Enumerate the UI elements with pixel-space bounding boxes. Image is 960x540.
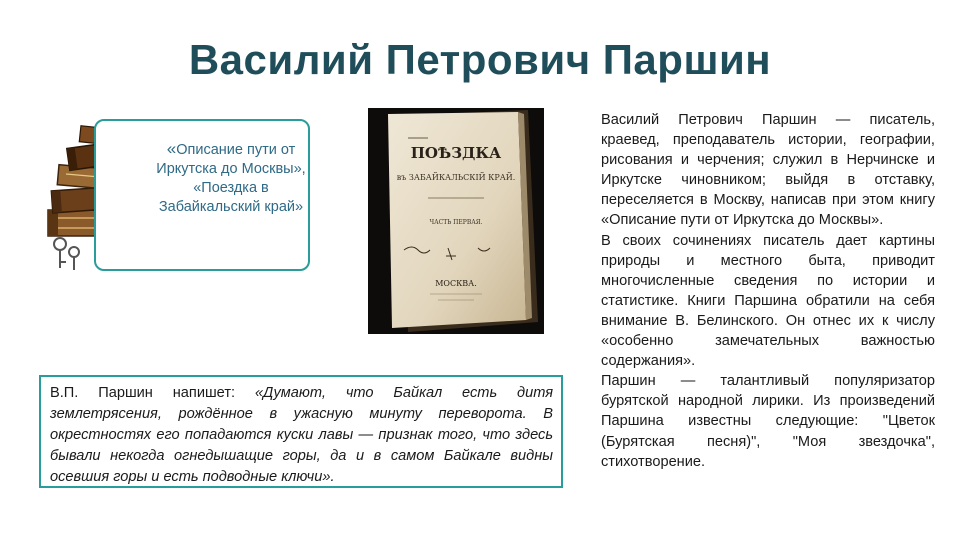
bio-paragraph: Паршин — талантливый популяризатор бурятской народной лирики. Из произведений Паршина известны следующие: "Цветок (Бурятская песня)", "Моя звездочка", стихотворение.: [601, 373, 935, 470]
works-callout-text: [154, 139, 308, 217]
bio-paragraph: В своих сочинениях писатель дает картины природы и местного быта, приводит многочисленные сведения по истории и статистике. Книги Паршина обратили на себя внимание В. Белинского. Он отнес их к числу «особенно замечательных важностью содержания».: [601, 232, 935, 370]
quote-text: «Думают, что Байкал есть дитя землетрясения, рождённое в ужасную минуту переворота. В окрестностях его попадаются куски лавы — признак того, что здесь бывали некогда огнедышащие горы, да и в самом Байкале видны осевшия горы и есть подводные ключи».: [50, 385, 553, 485]
cover-subtitle: въ ЗАБАЙКАЛЬСКІЙ КРАЙ.: [396, 173, 516, 182]
cover-part: ЧАСТЬ ПЕРВАЯ.: [429, 219, 483, 226]
biography-text: [601, 110, 935, 472]
slide-title: Василий Петрович Паршин: [188, 36, 772, 83]
bio-paragraph: Василий Петрович Паршин — писатель, краевед, преподаватель истории, географии, рисования и черчения; служил в Нерчинске и Иркутске чиновником; выйдя в отставку, переселяется в Москву, написав при этом книгу «Описание пути от Иркутска до Москвы».: [601, 112, 935, 229]
cover-title: ПОѢЗДКА: [410, 144, 502, 162]
baikal-quote-box: [39, 375, 563, 488]
works-callout-title: Описание пути от Иркутска до Москвы», «Поездка в Забайкальский край»: [156, 142, 306, 215]
quote-intro: В.П. Паршин напишет:: [50, 385, 255, 401]
cover-city: МОСКВА.: [435, 279, 477, 288]
book-cover-image: [368, 108, 544, 334]
book-cover-graphic: [368, 108, 544, 334]
works-callout-box: [94, 119, 310, 271]
open-quote-mark: «: [166, 139, 177, 158]
